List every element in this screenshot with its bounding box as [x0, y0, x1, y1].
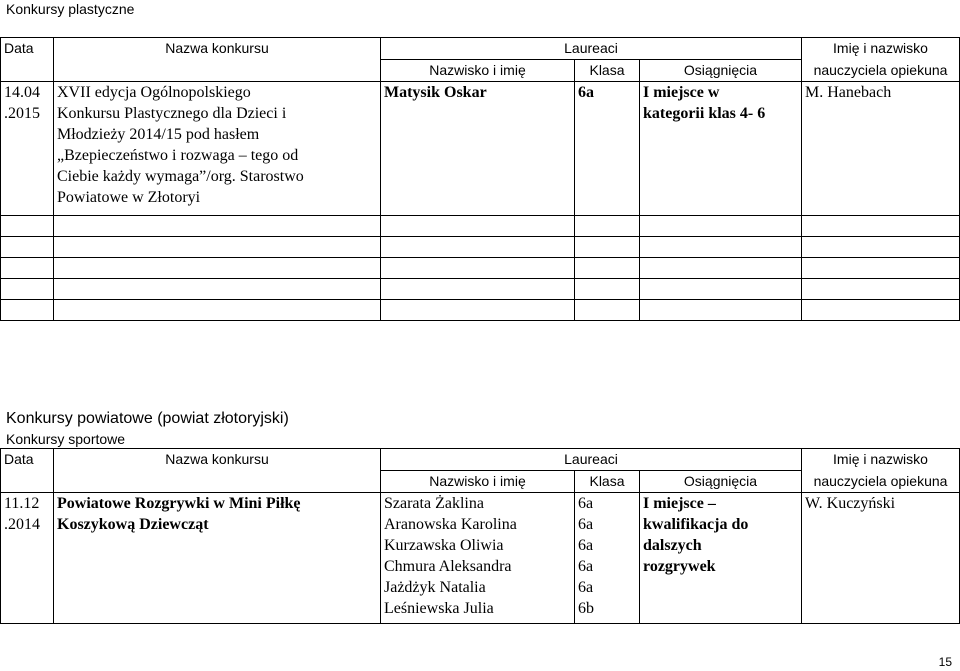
page-number: 15	[938, 655, 952, 669]
row-laureate-name: Matysik Oskar	[381, 82, 575, 216]
list-item: Jażdżyk Natalia	[384, 579, 486, 596]
col-laureates-header: Laureaci	[381, 449, 802, 471]
col-achievement-header: Osiągnięcia	[640, 60, 802, 82]
empty-row	[1, 279, 960, 300]
col-teacher-header: Imię i nazwisko	[802, 449, 960, 471]
row-laureate-names	[381, 493, 575, 624]
row-class: 6a	[575, 82, 640, 216]
row-achievement: I miejsce w kategorii klas 4- 6	[640, 82, 802, 216]
row-achievement: I miejsce – kwalifikacja do dalszych rozgrywek	[640, 493, 802, 624]
list-item: Szarata Żaklina	[384, 495, 484, 512]
list-item: 6a	[578, 516, 594, 533]
list-item: 6a	[578, 579, 594, 596]
list-item: Aranowska Karolina	[384, 516, 517, 533]
row-contest-name: Powiatowe Rozgrywki w Mini Piłkę Koszykową Dziewcząt	[54, 493, 381, 624]
empty-row	[1, 216, 960, 237]
table-header-row	[1, 449, 960, 471]
sports-contests-table	[0, 448, 960, 624]
list-item: 6a	[578, 495, 594, 512]
table-row	[1, 82, 960, 216]
section-subheading-sports: Konkursy sportowe	[6, 431, 126, 447]
col-name-header: Nazwisko i imię	[381, 60, 575, 82]
col-class-header: Klasa	[575, 471, 640, 493]
table-header-row	[1, 38, 960, 60]
col-date-header: Data	[1, 449, 54, 493]
empty-row	[1, 258, 960, 279]
row-date: 11.12 .2014	[1, 493, 54, 624]
list-item: Kurzawska Oliwia	[384, 537, 504, 554]
list-item: 6a	[578, 537, 594, 554]
list-item: 6b	[578, 600, 594, 617]
col-teacher-header: Imię i nazwisko	[802, 38, 960, 60]
empty-row	[1, 300, 960, 321]
col-contest-header: Nazwa konkursu	[54, 449, 381, 493]
col-contest-header: Nazwa konkursu	[54, 38, 381, 82]
list-item: Chmura Aleksandra	[384, 558, 512, 575]
col-achievement-header: Osiągnięcia	[640, 471, 802, 493]
list-item: 6a	[578, 558, 594, 575]
empty-row	[1, 237, 960, 258]
row-contest-name: XVII edycja Ogólnopolskiego Konkursu Plastycznego dla Dzieci i Młodzieży 2014/15 pod hasłem „Bzepieczeństwo i rozwaga – tego od Ciebie każdy wymaga”/org. Starostwo Powiatowe w Złotoryi	[54, 82, 381, 216]
col-class-header: Klasa	[575, 60, 640, 82]
col-date-header: Data	[1, 38, 54, 82]
row-teacher: W. Kuczyński	[802, 493, 960, 624]
list-item: Leśniewska Julia	[384, 600, 494, 617]
section-heading-art: Konkursy plastyczne	[6, 1, 135, 17]
art-contests-table	[0, 37, 960, 321]
table-row	[1, 493, 960, 624]
section-heading-county: Konkursy powiatowe (powiat złotoryjski)	[6, 410, 289, 427]
col-laureates-header: Laureaci	[381, 38, 802, 60]
col-teacher-header-line2: nauczyciela opiekuna	[802, 60, 960, 82]
row-teacher: M. Hanebach	[802, 82, 960, 216]
col-name-header: Nazwisko i imię	[381, 471, 575, 493]
col-teacher-header-line2: nauczyciela opiekuna	[802, 471, 960, 493]
row-classes	[575, 493, 640, 624]
row-date: 14.04 .2015	[1, 82, 54, 216]
